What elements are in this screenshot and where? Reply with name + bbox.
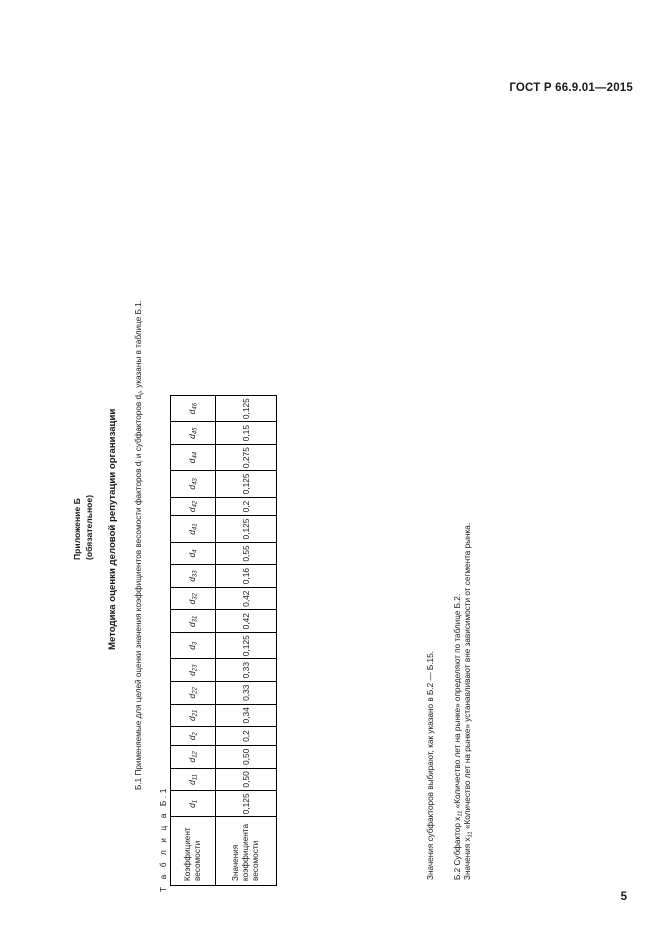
b2-line2-b: «Количество лет на рынке» устанавливают вне зависимости от сегмента рынка. xyxy=(463,522,472,832)
factor-subscript: 2 xyxy=(192,732,199,736)
table-b1 xyxy=(170,395,277,886)
method-title: Методика оценки деловой репутации организации xyxy=(107,408,118,650)
b1-intro-text-mid: и субфакторов d xyxy=(134,394,143,461)
table-header-cell xyxy=(171,659,216,682)
factor-symbol: $d_{12}$ xyxy=(187,751,199,763)
factor-subscript: 4 xyxy=(192,549,199,553)
table-header-cell xyxy=(171,471,216,497)
factor-subscript: 44 xyxy=(192,451,199,459)
factor-subscript: 23 xyxy=(192,664,199,672)
factor-symbol: $d_{46}$ xyxy=(187,403,199,415)
factor-symbol: $d_1$ xyxy=(187,799,199,808)
row-header-coefficient xyxy=(171,817,216,886)
table-header-cell xyxy=(171,633,216,659)
table-header-cell xyxy=(171,704,216,727)
table-value-cell: 0,34 xyxy=(216,704,277,727)
b2-line1-a: Б.2 Субфактор x xyxy=(453,816,462,880)
factor-subscript: 42 xyxy=(192,500,199,508)
table-value-cell: 0,33 xyxy=(216,681,277,704)
factor-symbol: $d_{42}$ xyxy=(187,500,199,513)
table-header-cell xyxy=(171,422,216,445)
b2-line1-b: «Количество лет на рынке» определяют по таблице Б.2. xyxy=(453,593,462,811)
factor-symbol: $d_{11}$ xyxy=(187,773,199,785)
factor-symbol: $d_{21}$ xyxy=(187,709,199,722)
table-value-cell: 0,125 xyxy=(216,791,277,817)
factor-symbol: $d_{23}$ xyxy=(187,664,199,676)
b1-intro-text-a: Б.1 Применяемые для целей оценки значения коэффициентов весомости факторов d xyxy=(134,461,143,790)
table-header-cell xyxy=(171,444,216,470)
table-value-cell: 0,275 xyxy=(216,444,277,470)
table-header-cell xyxy=(171,542,216,565)
row-header-coefficient-values xyxy=(216,817,277,886)
table-caption: Т а б л и ц а Б.1 xyxy=(158,786,168,892)
table-value-cell: 0,125 xyxy=(216,516,277,542)
row-header-line: Значения xyxy=(230,844,240,881)
factor-subscript: 12 xyxy=(192,751,199,758)
table-value-cell: 0,125 xyxy=(216,396,277,422)
row-header-line: весомости xyxy=(251,840,261,881)
table-value-cell: 0,16 xyxy=(216,565,277,588)
table-header-cell xyxy=(171,746,216,769)
standard-code-header: ГОСТ Р 66.9.01—2015 xyxy=(509,82,633,94)
table-value-row xyxy=(216,396,277,886)
table-value-cell: 0,50 xyxy=(216,746,277,769)
factor-symbol: $d_3$ xyxy=(187,641,199,650)
table-value-cell: 0,2 xyxy=(216,497,277,516)
b1-intro-text-end: , указаны в таблице Б.1. xyxy=(134,300,143,393)
table-header-cell xyxy=(171,565,216,588)
page-number: 5 xyxy=(620,891,627,903)
table-header-cell xyxy=(171,610,216,633)
factor-symbol: $d_{22}$ xyxy=(187,687,199,699)
factor-symbol: $d_{44}$ xyxy=(187,451,199,464)
table-value-cell: 0,2 xyxy=(216,727,277,746)
paragraph-b2-line2 xyxy=(462,523,475,880)
table-value-cell: 0,15 xyxy=(216,422,277,445)
row-header-line: весомости xyxy=(193,840,202,881)
table-header-cell xyxy=(171,768,216,791)
annex-title xyxy=(72,498,84,560)
paragraph-b1-intro xyxy=(133,300,146,790)
factor-subscript: 41 xyxy=(192,523,199,531)
table-header-cell xyxy=(171,396,216,422)
table-header-cell xyxy=(171,791,216,817)
factor-subscript: 22 xyxy=(192,687,199,694)
factor-symbol: $d_2$ xyxy=(187,732,199,741)
factor-subscript: 31 xyxy=(192,615,199,623)
table-header-row xyxy=(171,396,216,886)
table-header-cell xyxy=(171,587,216,610)
factor-symbol: $d_{33}$ xyxy=(187,570,199,582)
table-header-cell xyxy=(171,497,216,516)
factor-symbol: $d_{43}$ xyxy=(187,478,199,490)
b2-line2-a: Значения x xyxy=(463,837,472,880)
factor-symbol: $d_{41}$ xyxy=(187,523,199,535)
table-header-cell xyxy=(171,516,216,542)
table-header-cell xyxy=(171,727,216,746)
factor-subscript: 11 xyxy=(192,773,199,781)
row-header-line: Коэффициент xyxy=(182,827,192,881)
factor-symbol: $d_4$ xyxy=(187,549,199,558)
table-value-cell: 0,42 xyxy=(216,587,277,610)
b1-intro-sub-i: i xyxy=(138,460,145,462)
factor-symbol: $d_{32}$ xyxy=(187,593,199,605)
factor-symbol: $d_{45}$ xyxy=(187,427,199,439)
b1-intro-sub-ij: ij xyxy=(138,392,145,395)
factor-subscript: 32 xyxy=(192,593,199,600)
factor-subscript: 43 xyxy=(192,478,199,485)
table-value-cell: 0,50 xyxy=(216,768,277,791)
table-value-cell: 0,42 xyxy=(216,610,277,633)
b2-line1-sub: 11 xyxy=(457,810,464,817)
factor-subscript: 46 xyxy=(192,403,199,410)
annex-title-line1: Приложение Б xyxy=(72,498,82,560)
table-value-cell: 0,125 xyxy=(216,633,277,659)
factor-subscript: 3 xyxy=(192,641,199,646)
factor-subscript: 33 xyxy=(192,570,199,578)
table-header-cell xyxy=(171,681,216,704)
factor-subscript: 45 xyxy=(192,427,199,435)
b2-line2-sub: 11 xyxy=(467,831,474,838)
table-value-cell: 0,33 xyxy=(216,659,277,682)
note-subfactor-choice: Значения субфакторов выбирают, как указано в Б.2 — Б.15. xyxy=(426,651,435,880)
factor-subscript: 21 xyxy=(192,709,199,717)
factor-subscript: 1 xyxy=(192,799,199,804)
annex-title-line2: (обязательное) xyxy=(84,494,94,560)
table-value-cell: 0,125 xyxy=(216,471,277,497)
row-header-line: коэффициента xyxy=(240,823,250,881)
table-value-cell: 0,55 xyxy=(216,542,277,565)
annex-subtitle xyxy=(84,495,96,560)
factor-symbol: $d_{31}$ xyxy=(187,615,199,627)
table-b1-wrapper xyxy=(170,395,277,886)
